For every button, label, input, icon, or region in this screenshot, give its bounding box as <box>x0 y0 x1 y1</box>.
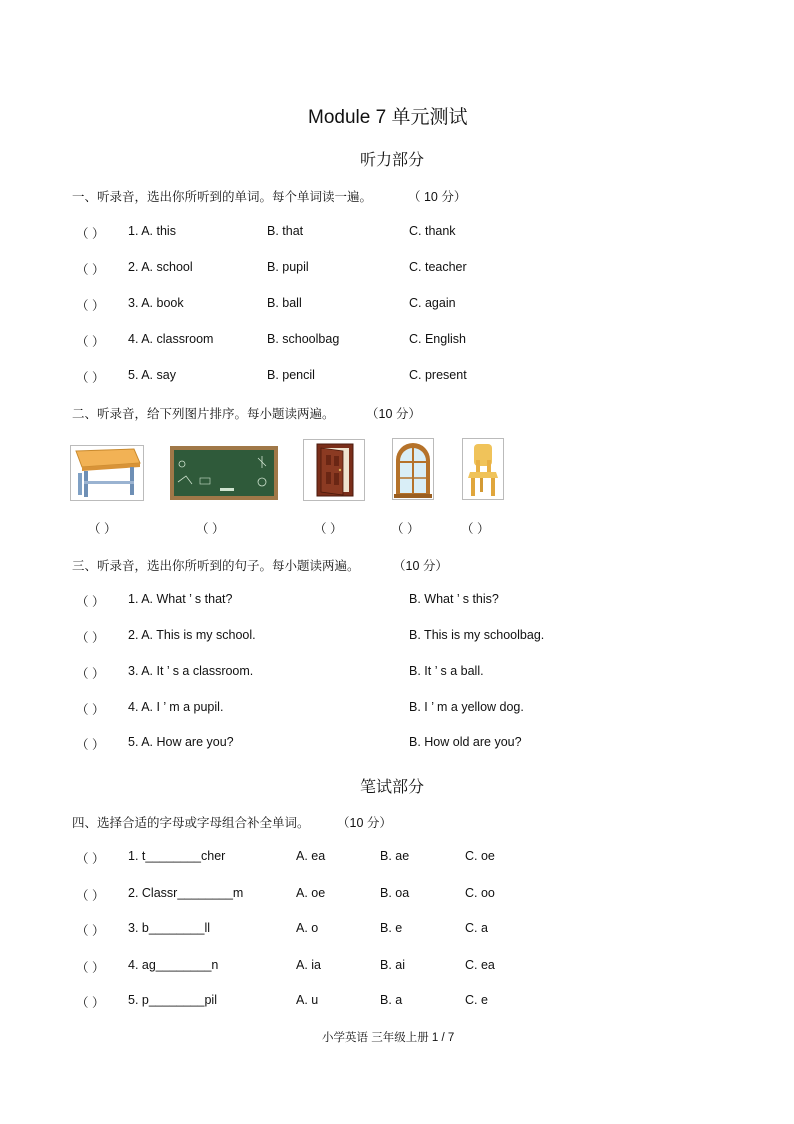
option-a: A. ea <box>296 849 326 863</box>
sentence-b: B. This is my schoolbag. <box>409 628 545 642</box>
option-b: B. ae <box>380 849 410 863</box>
answer-blank[interactable]: （ ） <box>391 522 420 536</box>
option-c: C. oe <box>465 849 495 863</box>
part3-score: （10 分） <box>393 559 448 573</box>
option-a: A. ia <box>296 958 322 972</box>
option-b: B. that <box>267 224 304 238</box>
part2-instruction: 二、听录音，给下列图片排序。每小题读两遍。 <box>72 407 335 421</box>
word-blank: 1. t________cher <box>128 849 226 863</box>
option-b: B. ai <box>380 958 406 972</box>
option-c: C. thank <box>409 224 456 238</box>
option-c: C. teacher <box>409 260 467 274</box>
sentence-a: 2. A. This is my school. <box>128 628 256 642</box>
answer-blank[interactable]: （ ） <box>76 631 105 645</box>
option-b: B. a <box>380 993 403 1007</box>
sentence-a: 1. A. What ’ s that? <box>128 592 233 606</box>
part4-instruction: 四、选择合适的字母或字母组合补全单词。 <box>72 816 310 830</box>
sentence-b: B. How old are you? <box>409 735 522 749</box>
answer-blank[interactable]: （ ） <box>76 961 105 975</box>
answer-blank[interactable]: （ ） <box>76 924 105 938</box>
sentence-b: B. What ’ s this? <box>409 592 499 606</box>
answer-blank[interactable]: （ ） <box>76 263 105 277</box>
word-blank: 4. ag________n <box>128 958 219 972</box>
option-a: 4. A. classroom <box>128 332 214 346</box>
door-picture <box>303 439 365 501</box>
answer-blank[interactable]: （ ） <box>88 522 117 536</box>
blackboard-picture <box>170 446 278 500</box>
part2-score: （10 分） <box>366 407 421 421</box>
option-b: B. schoolbag <box>267 332 340 346</box>
option-c: C. again <box>409 296 456 310</box>
option-b: B. pencil <box>267 368 315 382</box>
option-a: A. oe <box>296 886 326 900</box>
option-c: C. e <box>465 993 488 1007</box>
window-picture <box>392 438 434 500</box>
answer-blank[interactable]: （ ） <box>76 738 105 752</box>
sentence-a: 3. A. It ’ s a classroom. <box>128 664 254 678</box>
word-blank: 3. b________ll <box>128 921 211 935</box>
option-b: B. e <box>380 921 403 935</box>
answer-blank[interactable]: （ ） <box>76 996 105 1010</box>
answer-blank[interactable]: （ ） <box>76 227 105 241</box>
sentence-b: B. It ’ s a ball. <box>409 664 484 678</box>
sentence-a: 4. A. I ’ m a pupil. <box>128 700 224 714</box>
answer-blank[interactable]: （ ） <box>76 371 105 385</box>
desk-picture <box>70 445 144 501</box>
answer-blank[interactable]: （ ） <box>196 522 225 536</box>
answer-blank[interactable]: （ ） <box>314 522 343 536</box>
option-a: 2. A. school <box>128 260 193 274</box>
word-blank: 2. Classr________m <box>128 886 244 900</box>
word-blank: 5. p________pil <box>128 993 217 1007</box>
listening-heading: 听力部分 <box>360 152 425 169</box>
option-a: A. o <box>296 921 319 935</box>
option-b: B. ball <box>267 296 302 310</box>
option-a: 1. A. this <box>128 224 176 238</box>
option-a: 3. A. book <box>128 296 184 310</box>
option-c: C. English <box>409 332 466 346</box>
option-c: C. oo <box>465 886 495 900</box>
chair-picture <box>462 438 504 500</box>
sentence-a: 5. A. How are you? <box>128 735 234 749</box>
page-title: Module 7 单元测试 <box>308 107 468 128</box>
writing-heading: 笔试部分 <box>360 779 425 796</box>
answer-blank[interactable]: （ ） <box>76 595 105 609</box>
option-a: A. u <box>296 993 319 1007</box>
answer-blank[interactable]: （ ） <box>76 852 105 866</box>
option-c: C. present <box>409 368 467 382</box>
option-c: C. ea <box>465 958 495 972</box>
option-a: 5. A. say <box>128 368 176 382</box>
answer-blank[interactable]: （ ） <box>461 522 490 536</box>
page-footer: 小学英语 三年级上册 1 / 7 <box>322 1032 455 1044</box>
sentence-b: B. I ’ m a yellow dog. <box>409 700 524 714</box>
answer-blank[interactable]: （ ） <box>76 299 105 313</box>
answer-blank[interactable]: （ ） <box>76 335 105 349</box>
part3-instruction: 三、听录音，选出你所听到的句子。每小题读两遍。 <box>72 559 360 573</box>
answer-blank[interactable]: （ ） <box>76 889 105 903</box>
part1-instruction: 一、听录音，选出你所听到的单词。每个单词读一遍。 <box>72 190 373 204</box>
part1-score: （ 10 分） <box>408 190 467 204</box>
option-b: B. oa <box>380 886 410 900</box>
part4-score: （10 分） <box>337 816 392 830</box>
answer-blank[interactable]: （ ） <box>76 703 105 717</box>
option-b: B. pupil <box>267 260 309 274</box>
answer-blank[interactable]: （ ） <box>76 667 105 681</box>
option-c: C. a <box>465 921 488 935</box>
